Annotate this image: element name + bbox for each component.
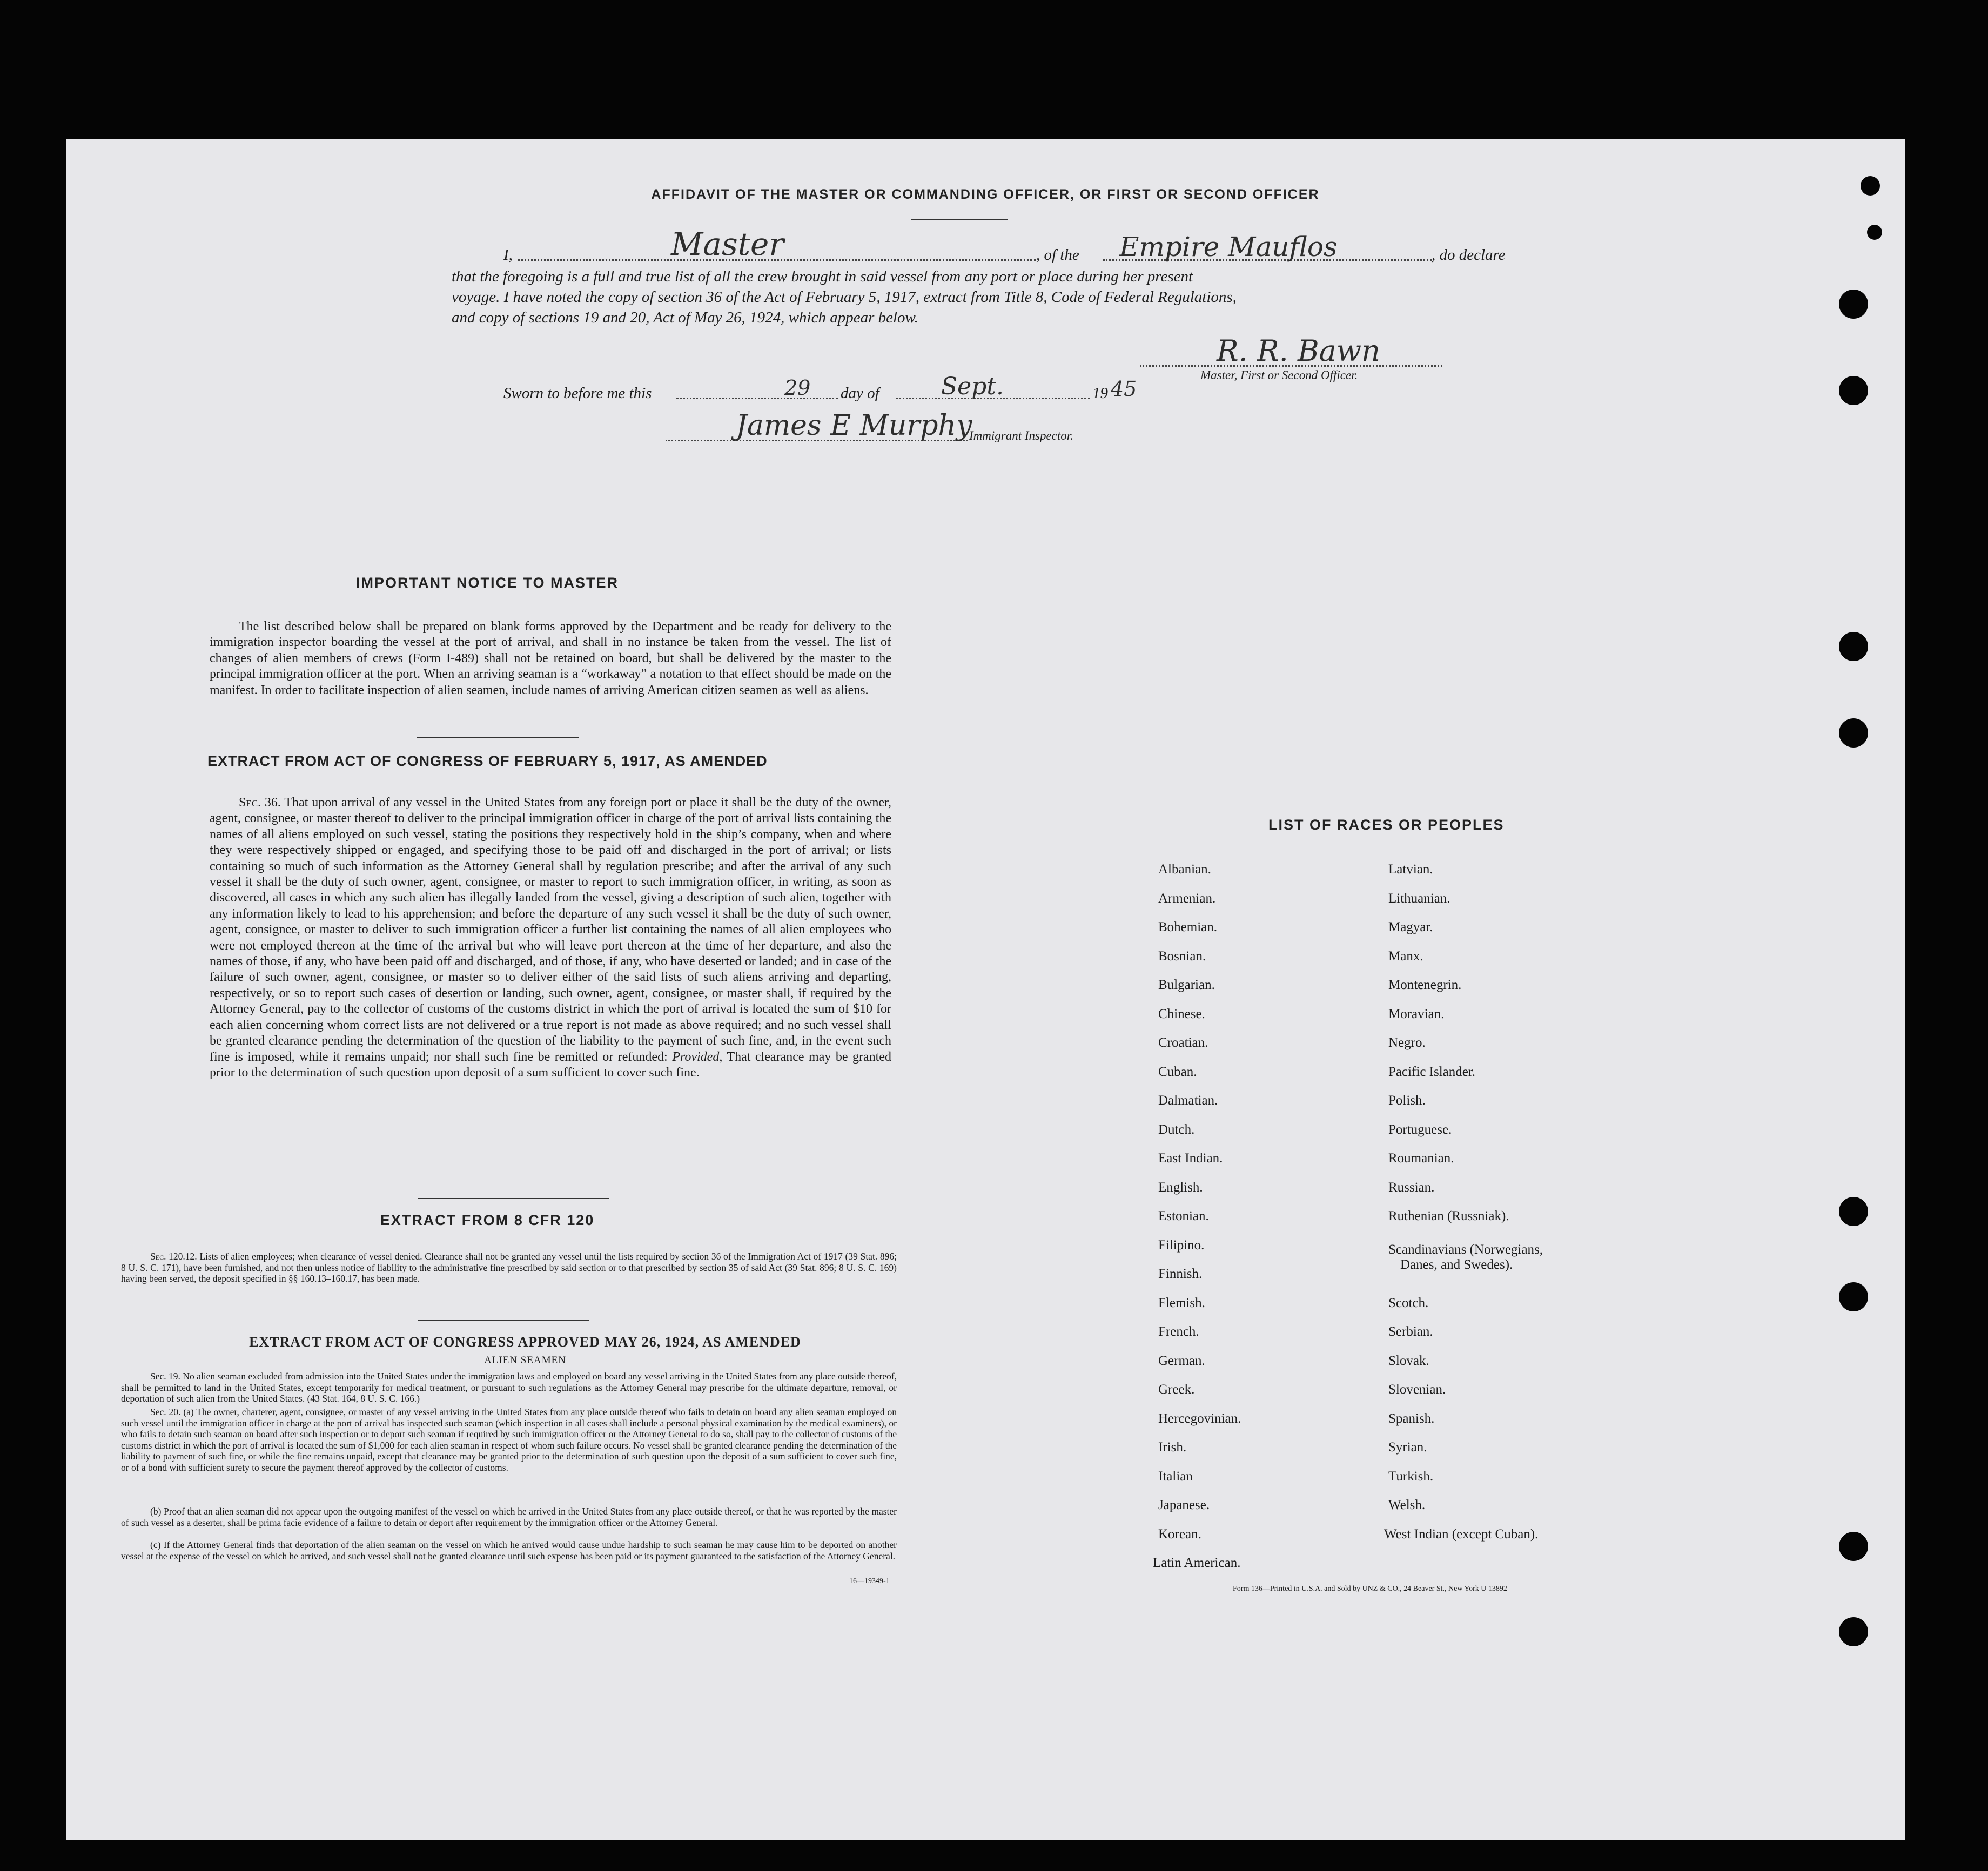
race-right-item: Russian. — [1388, 1180, 1435, 1195]
race-left-item: Korean. — [1158, 1527, 1201, 1542]
officer-caption: Master, First or Second Officer. — [1200, 368, 1358, 382]
race-left-item: Bohemian. — [1158, 920, 1218, 934]
race-right-item: Magyar. — [1388, 920, 1433, 934]
document-page — [66, 139, 1905, 1840]
sworn-text: Sworn to before me this — [503, 385, 652, 402]
year-handwriting: 45 — [1111, 377, 1137, 401]
race-left-item: Latin American. — [1153, 1556, 1241, 1570]
punch-hole — [1839, 632, 1868, 661]
race-left-item: Albanian. — [1158, 862, 1211, 877]
race-right-item: Syrian. — [1388, 1440, 1427, 1455]
race-left-item: Bosnian. — [1158, 949, 1206, 964]
extract-1924-sec20a: Sec. 20. (a) The owner, charterer, agent, consignee, or master of any vessel arriving in the United States from any place outside thereof who fails to detain on board any alien seaman employed on such vessel until the immigration officer in charge at the port of arrival has inspected such seaman (which inspection in all cases shall include a personal physical examination by the medical examiners), or who fails to detain such seaman on board after such inspection or to deport such seaman if required by such immigration officer or the Attorney General to do so, shall pay to the collector of customs of the customs district in which the port of arrival is located the sum of $1,000 for each alien seaman in respect of whom such failure occurs. No vessel shall be granted clearance pending the determination of the liability to payment of such fine, or while the fine remains unpaid, except that clearance may be granted prior to the determination of such question upon the deposit of a sum sufficient to cover such fine, or of a bond with sufficient surety to secure the payment thereof approved by the collector of customs. — [121, 1406, 897, 1473]
race-left-item: East Indian. — [1158, 1151, 1223, 1166]
race-left-item: Greek. — [1158, 1382, 1195, 1397]
cfr-rule — [418, 1320, 589, 1321]
race-right-item: Ruthenian (Russniak). — [1388, 1209, 1509, 1223]
extract-1917-sec: Sec. 36. — [239, 796, 281, 810]
race-left-item: Dutch. — [1158, 1122, 1195, 1137]
of-the-label: , of the — [1036, 246, 1079, 264]
race-left-item: Chinese. — [1158, 1007, 1205, 1021]
race-right-item: Manx. — [1388, 949, 1423, 964]
affidavit-intro: I, — [503, 246, 513, 264]
race-right-item: Danes, and Swedes). — [1400, 1257, 1513, 1272]
punch-hole — [1839, 1197, 1868, 1226]
race-right-item: Serbian. — [1388, 1324, 1433, 1339]
race-left-item: Hercegovinian. — [1158, 1411, 1241, 1426]
race-left-item: Irish. — [1158, 1440, 1187, 1455]
vessel-handwriting: Empire Mauflos — [1119, 231, 1338, 263]
extract-1924-sec20c: (c) If the Attorney General finds that deportation of the alien seaman on the vessel on which he arrived would cause undue hardship to such seaman he may cause him to be deported on another vessel at the expense of the vessel on which he arrived, and such vessel shall not be granted clearance until such expense has been paid or its payment guaranteed to the satisfaction of the Attorney General. — [121, 1539, 897, 1562]
race-left-item: Estonian. — [1158, 1209, 1209, 1223]
race-left-item: Armenian. — [1158, 891, 1216, 906]
affidavit-line-2: voyage. I have noted the copy of section 36 of the Act of February 5, 1917, extract from Title 8, Code of Federal Regulations, — [452, 288, 1237, 306]
race-right-item: Polish. — [1388, 1093, 1426, 1108]
race-left-item: Filipino. — [1158, 1238, 1205, 1253]
extract-1924-sec20b: (b) Proof that an alien seaman did not appear upon the outgoing manifest of the vessel on which he arrived in the United States from any place outside thereof, or that he was reported by the master of such vessel as a deserter, shall be prima facie evidence of a failure to detain or deport after requirement by the immigration officer or the Attorney General. — [121, 1506, 897, 1528]
inspector-caption: Immigrant Inspector. — [969, 429, 1073, 442]
affidavit-line-3: and copy of sections 19 and 20, Act of May 26, 1924, which appear below. — [452, 309, 918, 326]
race-left-item: English. — [1158, 1180, 1203, 1195]
race-left-item: Japanese. — [1158, 1498, 1210, 1512]
day-line — [676, 398, 838, 399]
day-of-label: day of — [841, 385, 879, 402]
year-prefix: 19 — [1092, 385, 1108, 402]
races-title: LIST OF RACES OR PEOPLES — [1268, 817, 1505, 833]
extract-1924-sec19: Sec. 19. No alien seaman excluded from admission into the United States under the immigration laws and employed on board any vessel arriving in the United States from any place outside thereof, shall be permitted to land in the United States, except temporarily for medical treatment, or pursuant to such regulations as the Attorney General may prescribe for the ultimate departure, removal, or deportation of such alien from the United States. (43 Stat. 164, 8 U. S. C. 166.) — [121, 1371, 897, 1404]
punch-hole — [1839, 376, 1868, 405]
printer-footer: Form 136—Printed in U.S.A. and Sold by UNZ & CO., 24 Beaver St., New York U 13892 — [1233, 1585, 1507, 1593]
race-right-item: Scotch. — [1388, 1296, 1429, 1310]
race-left-item: Bulgarian. — [1158, 978, 1215, 992]
extract-1917-title: EXTRACT FROM ACT OF CONGRESS OF FEBRUARY 5, 1917, AS AMENDED — [207, 753, 768, 769]
inspector-signature: James E Murphy — [736, 409, 972, 442]
punch-hole — [1867, 225, 1882, 240]
race-left-item: Italian — [1158, 1469, 1193, 1484]
race-right-item: Slovak. — [1388, 1354, 1429, 1368]
race-left-item: German. — [1158, 1354, 1205, 1368]
race-right-item: Turkish. — [1388, 1469, 1434, 1484]
title-rule — [911, 219, 1008, 220]
race-right-item: Moravian. — [1388, 1007, 1445, 1021]
extract-1917-text — [210, 795, 891, 1081]
race-left-item: Croatian. — [1158, 1035, 1208, 1050]
race-right-item: Portuguese. — [1388, 1122, 1452, 1137]
day-handwriting: 29 — [784, 376, 811, 400]
race-right-item: Latvian. — [1388, 862, 1433, 877]
race-right-item: Roumanian. — [1388, 1151, 1454, 1166]
race-right-item: Negro. — [1388, 1035, 1426, 1050]
cfr-title: EXTRACT FROM 8 CFR 120 — [380, 1212, 595, 1228]
notice-text: The list described below shall be prepared on blank forms approved by the Department and be ready for delivery to the immigration inspector boarding the vessel at the port of arrival, and shall in no instance be taken from the vessel. The list of changes of alien members of crews (Form I-489) shall not be retained on board, but shall be delivered by the master to the principal immigration officer at the port. When an arriving seaman is a “workaway” a notation to that effect should be made on the manifest. In order to facilitate inspection of alien seamen, include names of arriving American citizen seamen as well as aliens. — [210, 620, 891, 697]
race-right-item: Scandinavians (Norwegians, — [1388, 1242, 1543, 1257]
extract-1924-code: 16—19349-1 — [849, 1577, 890, 1585]
notice-title: IMPORTANT NOTICE TO MASTER — [356, 575, 619, 591]
month-handwriting: Sept. — [941, 373, 1004, 400]
cfr-text — [121, 1251, 897, 1284]
race-left-item: Finnish. — [1158, 1267, 1203, 1281]
extract-1917-rule — [418, 1198, 609, 1199]
affidavit-line-1: that the foregoing is a full and true list of all the crew brought in said vessel from any port or place during her present — [452, 268, 1193, 285]
cfr-body: Lists of alien employees; when clearance of vessel denied. Clearance shall not be granted any vessel until the lists required by section 36 of the Immigration Act of 1917 (39 Stat. 896; 8 U. S. C. 171), have been furnished, and not then unless notice of liability to the administrative fine prescribed by said section or to that prescribed by section 35 of said Act (39 Stat. 896; 8 U. S. C. 169) having been served, the deposit specified in §§ 160.13–160.17, has been made. — [121, 1251, 897, 1284]
notice-rule — [417, 737, 579, 738]
extract-1917-body-end: That clearance may be granted prior to the determination of such question upon deposit of a sum sufficient to cover such fine. — [210, 1049, 892, 1080]
cfr-sec: Sec. 120.12. — [150, 1251, 197, 1262]
affidavit-title: AFFIDAVIT OF THE MASTER OR COMMANDING OFFICER, OR FIRST OR SECOND OFFICER — [651, 187, 1320, 202]
race-right-item: Montenegrin. — [1388, 978, 1462, 992]
race-left-item: French. — [1158, 1324, 1199, 1339]
race-right-item: Slovenian. — [1388, 1382, 1446, 1397]
extract-1924-title: EXTRACT FROM ACT OF CONGRESS APPROVED MAY 26, 1924, AS AMENDED — [249, 1334, 801, 1350]
punch-hole — [1839, 290, 1868, 319]
punch-hole — [1861, 176, 1880, 196]
punch-hole — [1839, 1532, 1868, 1561]
punch-hole — [1839, 1282, 1868, 1311]
declarant-handwriting: Master — [671, 226, 784, 263]
officer-signature: R. R. Bawn — [1217, 334, 1380, 368]
race-right-item: Lithuanian. — [1388, 891, 1450, 906]
race-left-item: Flemish. — [1158, 1296, 1205, 1310]
race-left-item: Cuban. — [1158, 1065, 1197, 1079]
race-left-item: Dalmatian. — [1158, 1093, 1218, 1108]
punch-hole — [1839, 1617, 1868, 1646]
do-declare-label: , do declare — [1432, 246, 1506, 264]
race-right-item: Pacific Islander. — [1388, 1065, 1476, 1079]
punch-hole — [1839, 718, 1868, 748]
extract-1924-subtitle: ALIEN SEAMEN — [484, 1355, 566, 1366]
race-right-item: Spanish. — [1388, 1411, 1435, 1426]
race-right-item: West Indian (except Cuban). — [1384, 1527, 1539, 1542]
race-right-item: Welsh. — [1388, 1498, 1426, 1512]
extract-1917-body: That upon arrival of any vessel in the United States from any foreign port or place it shall be the duty of the owner, agent, consignee, or master thereof to deliver to the principal immigration officer in charge of the port of arrival lists containing the names of all aliens employed on such vessel, stating the positions they respectively hold in the ship’s company, when and where they were respectively shipped or engaged, and specifying those to be paid off and discharged in the port of arrival; or lists containing so much of such information as the Attorney General shall by regulation prescribe; and after the arrival of any such vessel it shall be the duty of such owner, agent, consignee, or master to report to such immigration officer, in writing, as soon as discovered, all cases in which any such alien has illegally landed from the vessel, giving a description of such alien, together with any information likely to lead to his apprehension; and before the departure of any such vessel it shall be the duty of such owner, agent, consignee, or master to deliver to such immigration officer a further list containing the names of all alien employees who were not employed thereon at the time of the arrival but who will leave port thereon at the time of her departure, and also the names of those, if any, who have been paid off and discharged, and of those, if any, who have deserted or landed; and in case of the failure of such owner, agent, consignee, or master so to deliver either of the said lists of such aliens arriving and departing, respectively, or so to report such cases of desertion or landing, such owner, agent, consignee, or master shall, if required by the Attorney General, pay to the collector of customs of the customs district in which the port of arrival is located the sum of $10 for each alien concerning whom correct lists are not delivered or a true report is not made as above required; and no such vessel shall be granted clearance pending the determination of the question of the liability to the payment of such fine, and, in the event such fine is imposed, while it remains unpaid; nor shall such fine be remitted or refunded: — [210, 796, 891, 1064]
extract-1917-provided: Provided, — [672, 1049, 723, 1064]
